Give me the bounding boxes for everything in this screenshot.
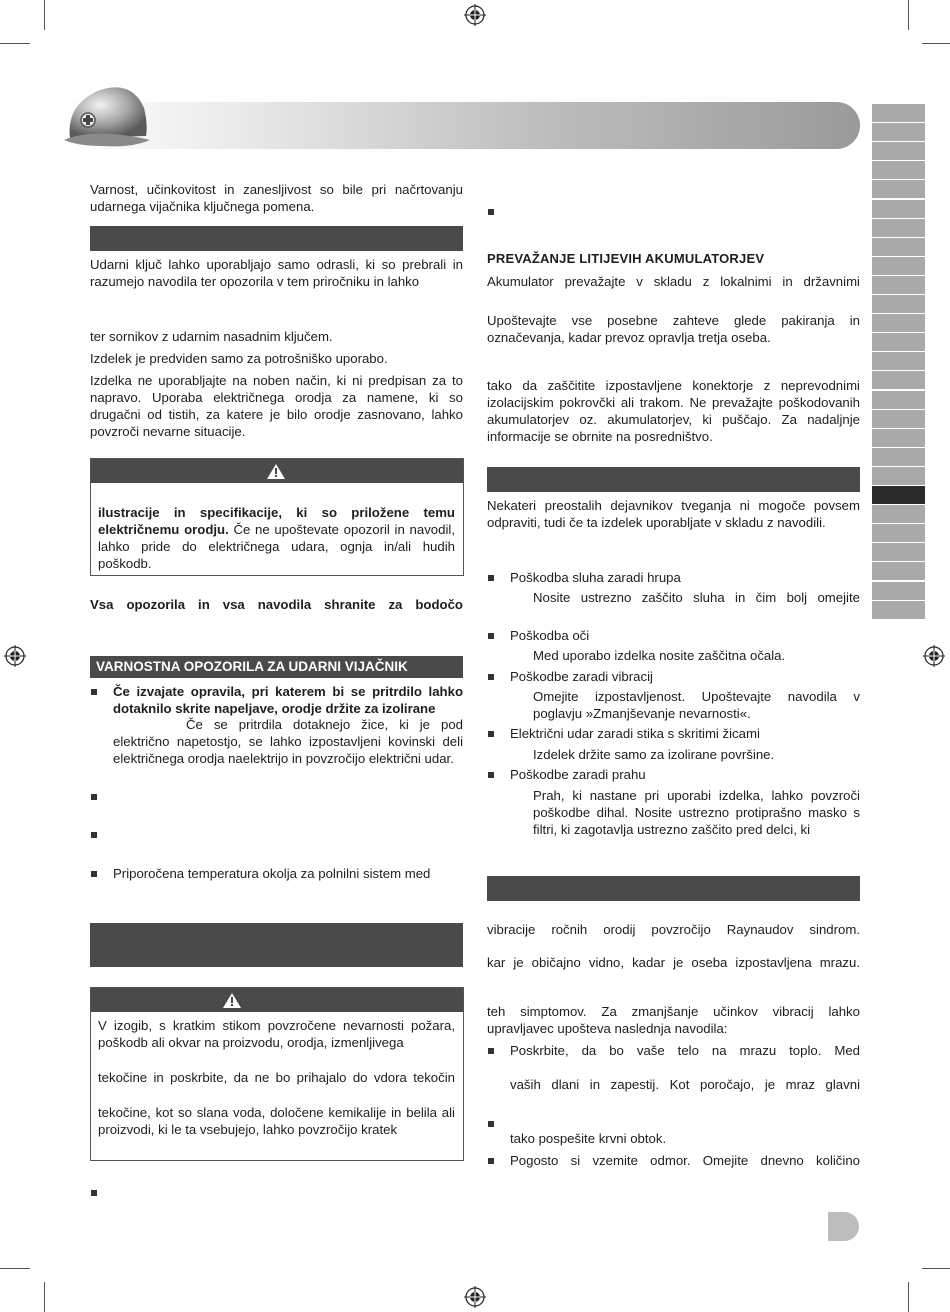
side-tab-active (872, 486, 925, 504)
warning-box-1-rest: Če ne upoštevate opozoril in navodil, lahko pride do električnega udara, ognja in/ali hudih poškodb. (98, 522, 455, 571)
bullet (91, 1190, 97, 1196)
side-tab (872, 295, 925, 313)
vibration-bullet-1b: vaših dlani in zapestij. Kot poročajo, je mraz glavni (510, 1077, 860, 1092)
bullet (488, 772, 494, 778)
safety-bullet-1-bold: Če izvajate opravila, pri katerem bi se pritrdilo lahko dotaknilo skrite napeljave, orodje držite za izolirane (113, 684, 463, 716)
side-tab (872, 276, 925, 294)
side-tab (872, 352, 925, 370)
warning-box-1-text (98, 504, 455, 572)
crop-mark (908, 1282, 909, 1312)
crop-mark (922, 1268, 950, 1269)
bullet (488, 209, 494, 215)
section-bar-blank-4 (487, 876, 860, 901)
side-tab (872, 161, 925, 179)
transport-p1: Akumulator prevažajte v skladu z lokalnimi in državnimi (487, 274, 860, 289)
vibration-p3: teh simptomov. Za zmanjšanje učinkov vibracij lahko upravljavec upošteva naslednja navodila: (487, 1004, 860, 1036)
consumer-paragraph: Izdelek je predviden samo za potrošniško uporabo. (90, 351, 388, 366)
bullet (488, 1121, 494, 1127)
risk-3-sub: Omejite izpostavljenost. Upoštevajte navodila v poglavju »Zmanjševanje nevarnosti«. (533, 689, 860, 721)
side-tab (872, 314, 925, 332)
crop-mark (908, 0, 909, 30)
bullet (488, 575, 494, 581)
bullet (91, 832, 97, 838)
crop-mark (922, 43, 950, 44)
risk-2: Poškodba oči (510, 628, 590, 643)
side-tab (872, 333, 925, 351)
sornik-paragraph: ter sornikov z udarnim nasadnim ključem. (90, 329, 333, 344)
vibration-p2: kar je običajno vidno, kadar je oseba izpostavljena mrazu. (487, 955, 860, 970)
side-tab (872, 543, 925, 561)
safety-bullet-1-rest: Če se pritrdila dotaknejo žice, ki je pod električno napetostjo, se lahko izpostavljeni kovinski deli električnega orodja naelektrijo in povzročijo električni udar. (113, 717, 463, 766)
bullet (488, 731, 494, 737)
bullet (91, 794, 97, 800)
side-tab (872, 562, 925, 580)
registration-mark-top (464, 4, 486, 26)
temperature-bullet: Priporočena temperatura okolja za polnilni sistem med (113, 866, 431, 881)
warning-box-1 (90, 458, 464, 576)
misuse-paragraph: Izdelka ne uporabljajte na noben način, ki ni predpisan za to napravo. Uporaba električnega orodja za namene, ki so drugačni od tistih, za katere je bilo orodje zasnovano, lahko povzroči nevarne situacije. (90, 373, 463, 439)
side-tab (872, 371, 925, 389)
transport-p3: tako da zaščitite izpostavljene konektorje z neprevodnimi izolacijskim pokrovčki ali trakom. Ne prevažajte poškodovanih akumulatorjev oz. akumulatorjev, ki puščajo. Za nadaljnje informacije se obrnite na posredništvo. (487, 378, 860, 444)
registration-mark-bottom (464, 1286, 486, 1308)
warning-triangle-icon (223, 993, 241, 1008)
bullet (91, 871, 97, 877)
safety-section-title: VARNOSTNA OPOZORILA ZA UDARNI VIJAČNIK (90, 656, 463, 678)
side-tab (872, 448, 925, 466)
risk-4: Električni udar zaradi stika s skritimi žicami (510, 726, 760, 741)
page-number-tab (828, 1212, 859, 1241)
side-tab (872, 123, 925, 141)
vibration-bullet-1a: Poskrbite, da bo vaše telo na mrazu toplo. Med (510, 1043, 860, 1058)
keep-instructions: Vsa opozorila in vsa navodila shranite za bodočo (90, 597, 463, 612)
side-tab (872, 410, 925, 428)
residual-risks-intro: Nekateri preostalih dejavnikov tveganja ni mogoče povsem odpraviti, tudi če ta izdelek uporabljate v skladu z navodili. (487, 498, 860, 530)
section-bar-blank (90, 226, 463, 251)
bullet (488, 633, 494, 639)
side-tab (872, 582, 925, 600)
crop-mark (44, 1282, 45, 1312)
intro-paragraph: Varnost, učinkovitost in zanesljivost so bile pri načrtovanju udarnega vijačnika ključnega pomena. (90, 182, 463, 214)
section-bar-blank-2 (90, 923, 463, 967)
crop-mark (0, 1268, 30, 1269)
crop-mark (0, 43, 30, 44)
side-tab (872, 601, 925, 619)
warning-box-2-header (91, 988, 463, 1012)
risk-1-sub: Nosite ustrezno zaščito sluha in čim bolj omejite (533, 590, 860, 605)
registration-mark-left (4, 645, 26, 667)
bullet (91, 689, 97, 695)
side-tab (872, 142, 925, 160)
bullet (488, 1048, 494, 1054)
registration-mark-right (923, 645, 945, 667)
warning-box-2-line-2: tekočine in poskrbite, da ne bo prihajalo do vdora tekočin (98, 1070, 455, 1085)
warning-box-2-line-3: tekočine, kot so slana voda, določene kemikalije in belila ali proizvodi, ki le ta vsebujejo, lahko povzročijo kratek (98, 1105, 455, 1137)
transport-p2: Upoštevajte vse posebne zahteve glede pakiranja in označevanja, kadar prevoz opravlja tretja oseba. (487, 313, 860, 345)
vibration-bullet-3: Pogosto si vzemite odmor. Omejite dnevno količino (510, 1153, 860, 1168)
risk-5: Poškodbe zaradi prahu (510, 767, 646, 782)
warning-box-2 (90, 987, 464, 1161)
bullet (488, 1158, 494, 1164)
safety-helmet-icon (62, 74, 152, 154)
side-tab (872, 505, 925, 523)
warning-box-1-bold: ilustracije in specifikacije, ki so priložene temu električnemu orodju. (98, 505, 455, 537)
risk-4-sub: Izdelek držite samo za izolirane površine. (533, 747, 775, 762)
side-tab (872, 180, 925, 198)
header-bar (70, 102, 860, 149)
side-tab (872, 467, 925, 485)
transport-title: PREVAŽANJE LITIJEVIH AKUMULATORJEV (487, 251, 765, 266)
crop-mark (44, 0, 45, 30)
side-tab (872, 257, 925, 275)
risk-5-sub: Prah, ki nastane pri uporabi izdelka, lahko povzroči poškodbe dihal. Nosite ustrezno protiprašno masko s filtri, ki zagotavlja ustrezno zaščito pred delci, ki (533, 788, 860, 837)
side-tab (872, 104, 925, 122)
warning-triangle-icon (267, 464, 285, 479)
side-tab (872, 200, 925, 218)
side-tab (872, 429, 925, 447)
section-bar-blank-3 (487, 467, 860, 492)
side-tab (872, 391, 925, 409)
risk-3: Poškodbe zaradi vibracij (510, 669, 653, 684)
warning-box-2-line-1: V izogib, s kratkim stikom povzročene nevarnosti požara, poškodb ali okvar na proizvodu, orodja, izmenljivega (98, 1018, 455, 1050)
vibration-p1: vibracije ročnih orodij povzročijo Raynaudov sindrom. (487, 922, 860, 937)
side-tab (872, 238, 925, 256)
risk-2-sub: Med uporabo izdelka nosite zaščitna očala. (533, 648, 786, 663)
side-tab (872, 219, 925, 237)
users-paragraph: Udarni ključ lahko uporabljajo samo odrasli, ki so prebrali in razumejo navodila ter opozorila v tem priročniku in lahko (90, 257, 463, 289)
side-tab (872, 524, 925, 542)
vibration-bullet-2: tako pospešite krvni obtok. (510, 1131, 667, 1146)
risk-1: Poškodba sluha zaradi hrupa (510, 570, 681, 585)
bullet (488, 674, 494, 680)
